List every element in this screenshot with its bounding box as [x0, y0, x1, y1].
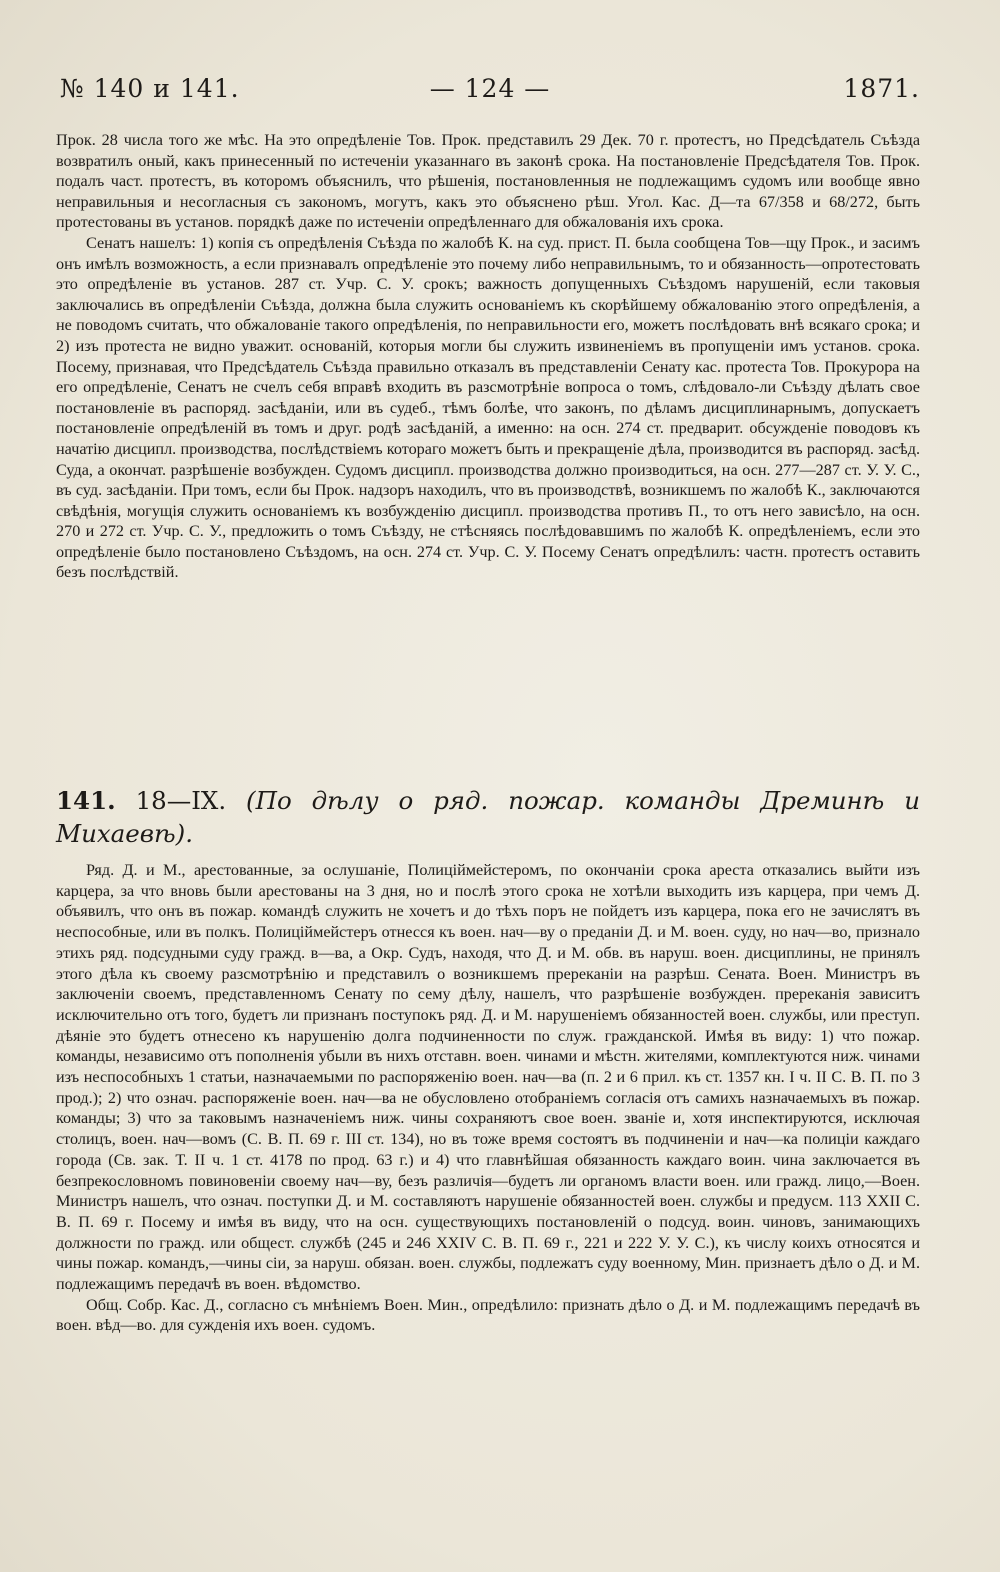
paragraph: Прок. 28 числа того же мѣс. На это опредѣленіе Тов. Прок. представилъ 29 Дек. 70 г. протестъ, но Предсѣдатель Съѣзда возвратилъ оный, какъ принесенный по истеченіи указаннаго въ законѣ срока. На постановленіе Предсѣдателя Тов. Прок. подалъ част. протестъ, въ которомъ объяснилъ, что рѣшенія, постановленныя не подлежащимъ судомъ или вообще явно неправильныя и несогласныя съ закономъ, могутъ, какъ это объяснено рѣш. Угол. Кас. Д—та 67/358 и 68/272, быть протестованы въ установ. порядкѣ даже по истеченіи опредѣленнаго для обжалованія ихъ срока.	[56, 131, 920, 232]
section-141-body	[56, 860, 920, 1336]
section-141-heading	[56, 784, 920, 850]
paragraph: Общ. Собр. Кас. Д., согласно съ мнѣніемъ Воен. Мин., опредѣлило: признать дѣло о Д. и М. подлежащимъ передачѣ въ воен. вѣд—во. для сужденія ихъ воен. судомъ.	[56, 1295, 920, 1335]
section-140-body	[56, 130, 920, 583]
page-header	[60, 74, 920, 110]
issue-number: № 140 и 141.	[60, 74, 240, 103]
section-date: 18—IX.	[135, 786, 227, 815]
paragraph: Ряд. Д. и М., арестованные, за ослушаніе, Полиціймейстеромъ, по окончаніи срока ареста отказались выйти изъ карцера, за что вновь были арестованы на 3 дня, но и послѣ этого срока не хотѣли выходить изъ карцера, при чемъ Д. объявилъ, что онъ въ пожар. командѣ служить не хочетъ и до тѣхъ поръ не пойдетъ изъ карцера, пока его не зачислятъ въ неспособные, или въ полкъ. Полиціймейстеръ отнесся къ воен. нач—ву о преданіи Д. и М. воен. суду, но нач—во, признало этихъ ряд. подсудными суду гражд. в—ва, а Окр. Судъ, находя, что Д. и М. обв. въ наруш. воен. дисциплины, не принялъ этого дѣла къ своему разсмотрѣнію и представилъ о возникшемъ пререканіи на разрѣш. Сената. Воен. Министръ въ заключеніи своемъ, представленномъ Сенату по сему дѣлу, нашелъ, что разрѣшеніе возбужден. пререканія зависитъ исключительно отъ того, будетъ ли признанъ поступокъ ряд. Д. и М. нарушеніемъ обязанностей воен. службы, или преступ. дѣяніе это будетъ отнесено къ нарушенію долга подчиненности по служ. гражданской. Имѣя въ виду: 1) что пожар. команды, независимо отъ пополненія убыли въ нихъ отставн. воен. чинами и мѣстн. жителями, комплектуются ниж. чинами изъ неспособныхъ 1 статьи, назначаемыми по распоряженію воен. нач—ва (п. 2 и 6 прил. къ ст. 1357 кн. I ч. II С. В. П. по 3 прод.); 2) что означ. распоряженіе воен. нач—ва не обусловлено отобраніемъ согласія отъ самихъ назначаемыхъ въ пожар. команды; 3) что за таковымъ назначеніемъ ниж. чины сохраняютъ свое воен. званіе и, хотя инспектируются, исключая столицъ, воен. нач—вомъ (С. В. П. 69 г. III ст. 134), но въ тоже время состоятъ въ подчиненіи и нач—ка полиціи каждаго города (Св. зак. Т. II ч. 1 ст. 4178 по прод. 63 г.) и 4) что главнѣйшая обязанность каждаго воин. чина заключается въ безпрекословномъ повиновеніи своему нач—ву, безъ различія—будетъ ли органомъ власти воен. или гражд. лицо,—Воен. Министръ нашелъ, что означ. поступки Д. и М. составляютъ нарушеніе обязанностей воен. службы и предусм. 113 XXII С. В. П. 69 г. Посему и имѣя въ виду, что на осн. существующихъ постановленій о подсуд. воин. чиновъ, занимающихъ должности по гражд. или общест. службѣ (245 и 246 XXIV С. В. П. 69 г., 221 и 222 У. У. С.), къ числу коихъ относятся и чины пожар. командъ,—чины сіи, за наруш. обязан. воен. службы, подлежатъ суду военному, Мин. признаетъ дѣло о Д. и М. подлежащимъ передачѣ въ воен. вѣдомство.	[56, 861, 920, 1294]
page-number: — 124 —	[429, 74, 551, 103]
year: 1871.	[843, 74, 920, 103]
section-number: 141.	[56, 786, 116, 815]
paragraph: Сенатъ нашелъ: 1) копія съ опредѣленія Съѣзда по жалобѣ К. на суд. прист. П. была сообщена Тов—щу Прок., и засимъ онъ имѣлъ возможность, а если признавалъ опредѣленіе это почему либо неправильнымъ, то и обязанность—опротестовать это опредѣленіе въ установ. 287 ст. Учр. С. У. срокъ; важность допущенныхъ Съѣздомъ нарушеній, если таковыя заключались въ опредѣленіи Съѣзда, должна была служить основаніемъ къ скорѣйшему обжалованію этого опредѣленія, а не поводомъ считать, что обжалованіе такого опредѣленія, по неправильности его, можетъ послѣдовать внѣ всякаго срока; и 2) изъ протеста не видно уважит. основаній, которыя могли бы служить извиненіемъ въ пропущеніи имъ установ. срока. Посему, признавая, что Предсѣдатель Съѣзда правильно отказалъ въ представленіи Сенату кас. протеста Тов. Прокурора на его опредѣленіе, Сенатъ не счелъ себя вправѣ входить въ разсмотрѣніе вопроса о томъ, слѣдовало-ли Съѣзду дѣлать свое постановленіе въ распоряд. засѣданіи, или въ судеб., тѣмъ болѣе, что законъ, по дѣламъ дисциплинарнымъ, допускаетъ постановленіе опредѣленій въ томъ и друг. родѣ засѣданій, а именно: на осн. 274 ст. предварит. обсужденіе поводовъ къ начатію дисципл. производства, послѣдствіемъ котораго можетъ быть и прекращеніе дѣла, производится въ распоряд. засѣд. Суда, а окончат. разрѣшеніе возбужден. Судомъ дисципл. производства должно производиться, на осн. 277—287 ст. У. У. С., въ суд. засѣданіи. При томъ, если бы Прок. надзоръ находилъ, что въ производствѣ, возникшемъ по жалобѣ К., заключаются свѣдѣнія, могущія служить основаніемъ къ возбужденію дисципл. производства противъ П., то отъ него зависѣло, на осн. 270 и 272 ст. Учр. С. У., предложить о томъ Съѣзду, не стѣсняясь послѣдовавшимъ по жалобѣ К. опредѣленіемъ, если это опредѣленіе было постановлено Съѣздомъ, на осн. 274 ст. Учр. С. У. Посему Сенатъ опредѣлилъ: частн. протестъ оставить безъ послѣдствій.	[56, 233, 920, 582]
section-title: (По дѣлу о ряд. пожар. команды Дреминѣ и Михаевѣ).	[56, 786, 920, 848]
